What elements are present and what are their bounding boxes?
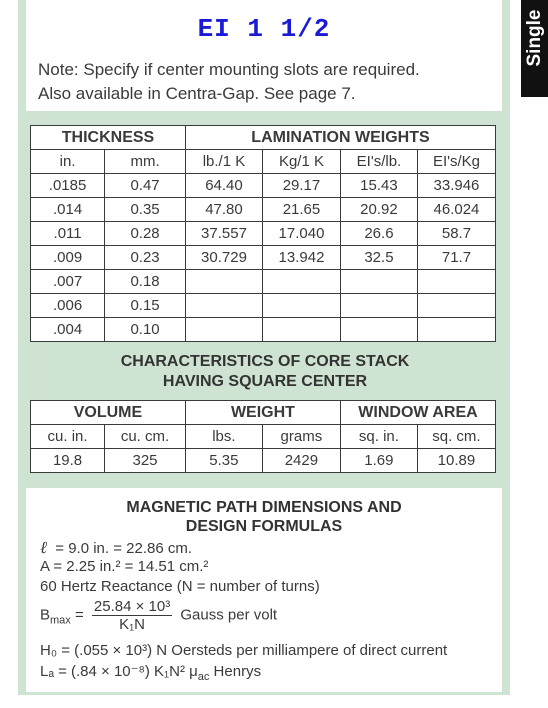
table-cell: 21.65	[262, 198, 340, 222]
table-cell: 0.23	[105, 246, 186, 270]
lamination-weights-header: LAMINATION WEIGHTS	[185, 126, 495, 150]
table-row	[31, 246, 496, 270]
table-row	[31, 222, 496, 246]
col-header: lbs.	[185, 425, 262, 449]
table-cell: .009	[31, 246, 105, 270]
side-tab-label: Single	[523, 9, 545, 67]
table-cell: 29.17	[262, 174, 340, 198]
inductance-formula	[40, 662, 261, 683]
window-area-header: WINDOW AREA	[340, 401, 495, 425]
table-cell: 15.43	[340, 174, 417, 198]
col-header: EI's/lb.	[340, 150, 417, 174]
note-line-1: Note: Specify if center mounting slots are required.	[38, 60, 420, 79]
col-header: Kg/1 K	[262, 150, 340, 174]
lamination-table	[30, 125, 496, 342]
table-cell	[340, 318, 417, 342]
table-row	[31, 270, 496, 294]
table-cell: 0.18	[105, 270, 186, 294]
table-cell: 30.729	[185, 246, 262, 270]
table-cell: 47.80	[185, 198, 262, 222]
table-cell	[185, 318, 262, 342]
table-cell: .011	[31, 222, 105, 246]
note-line-2: Also available in Centra-Gap. See page 7.	[38, 84, 356, 103]
table-cell: 37.557	[185, 222, 262, 246]
thickness-header: THICKNESS	[31, 126, 186, 150]
table-cell: .004	[31, 318, 105, 342]
table-cell: 2429	[262, 449, 340, 473]
col-header: sq. in.	[340, 425, 417, 449]
inductance-text: Lₐ = (.84 × 10⁻⁸) K₁N² μ	[40, 663, 198, 680]
note	[38, 58, 420, 106]
table-cell: 0.35	[105, 198, 186, 222]
table-row	[31, 198, 496, 222]
characteristics-title-line-2: HAVING SQUARE CENTER	[162, 373, 368, 390]
table-header-row	[31, 401, 496, 425]
col-header: mm.	[105, 150, 186, 174]
col-header: EI's/Kg	[417, 150, 495, 174]
table-cell	[417, 318, 495, 342]
table-cell: 32.5	[340, 246, 417, 270]
table-header-row	[31, 126, 496, 150]
table-cell: 0.28	[105, 222, 186, 246]
table-cell	[340, 270, 417, 294]
col-header: sq. cm.	[417, 425, 495, 449]
table-cell: .007	[31, 270, 105, 294]
table-row	[31, 294, 496, 318]
table-cell	[262, 270, 340, 294]
table-cell: 26.6	[340, 222, 417, 246]
table-cell: 13.942	[262, 246, 340, 270]
col-header: in.	[31, 150, 105, 174]
table-cell: .006	[31, 294, 105, 318]
table-cell: 10.89	[417, 449, 495, 473]
area-formula: A = 2.25 in.² = 14.51 cm.²	[40, 558, 209, 575]
side-tab	[521, 0, 548, 97]
table-cell: 71.7	[417, 246, 495, 270]
table-cell	[417, 270, 495, 294]
table-cell: .014	[31, 198, 105, 222]
table-cell	[262, 318, 340, 342]
formulas-panel	[26, 488, 502, 692]
table-row	[31, 449, 496, 473]
header-panel	[26, 0, 502, 111]
core-stack-table	[30, 400, 496, 473]
table-cell: 1.69	[340, 449, 417, 473]
magnetic-title-line-2: DESIGN FORMULAS	[185, 518, 343, 535]
table-cell	[417, 294, 495, 318]
table-cell: 19.8	[31, 449, 105, 473]
b-equals: =	[74, 606, 84, 624]
b-label: B	[40, 606, 51, 624]
flux-density-formula	[40, 598, 277, 633]
table-cell: 58.7	[417, 222, 495, 246]
table-cell: 33.946	[417, 174, 495, 198]
path-length-symbol: ℓ	[40, 538, 48, 558]
b-numerator: 25.84 × 10³	[93, 598, 171, 615]
magnetizing-force-formula: H₀ = (.055 × 10³) N Oersteds per milliampere of direct current	[40, 642, 448, 659]
table-cell: 17.040	[262, 222, 340, 246]
table-row	[31, 318, 496, 342]
col-header: cu. cm.	[105, 425, 186, 449]
table-cell	[185, 294, 262, 318]
table-cell	[185, 270, 262, 294]
page-title: EI 1 1/2	[197, 14, 331, 44]
magnetic-title	[26, 498, 502, 536]
inductance-subscript: ac	[197, 671, 210, 683]
col-header: grams	[262, 425, 340, 449]
characteristics-title-line-1: CHARACTERISTICS OF CORE STACK	[120, 353, 410, 370]
b-fraction	[92, 598, 172, 633]
path-length-text: = 9.0 in. = 22.86 cm.	[55, 540, 193, 557]
b-subscript: max	[50, 614, 71, 627]
table-cell: 0.10	[105, 318, 186, 342]
table-cell: 325	[105, 449, 186, 473]
table-cell: 64.40	[185, 174, 262, 198]
characteristics-title	[0, 352, 530, 392]
reactance-text: 60 Hertz Reactance (N = number of turns)	[40, 578, 320, 595]
table-cell	[262, 294, 340, 318]
volume-header: VOLUME	[31, 401, 186, 425]
table-cell: 0.15	[105, 294, 186, 318]
col-header: cu. in.	[31, 425, 105, 449]
magnetic-title-line-1: MAGNETIC PATH DIMENSIONS AND	[126, 499, 402, 516]
inductance-unit: Henrys	[209, 663, 262, 680]
table-cell: 5.35	[185, 449, 262, 473]
table-row	[31, 174, 496, 198]
table-cell: 0.47	[105, 174, 186, 198]
table-cell	[340, 294, 417, 318]
table-unit-row	[31, 425, 496, 449]
table-cell: 46.024	[417, 198, 495, 222]
table-cell: .0185	[31, 174, 105, 198]
weight-header: WEIGHT	[185, 401, 340, 425]
col-header: lb./1 K	[185, 150, 262, 174]
b-denominator: K₁N	[119, 616, 146, 633]
b-unit: Gauss per volt	[180, 606, 278, 624]
table-cell: 20.92	[340, 198, 417, 222]
table-unit-row	[31, 150, 496, 174]
path-length-formula	[40, 538, 192, 558]
